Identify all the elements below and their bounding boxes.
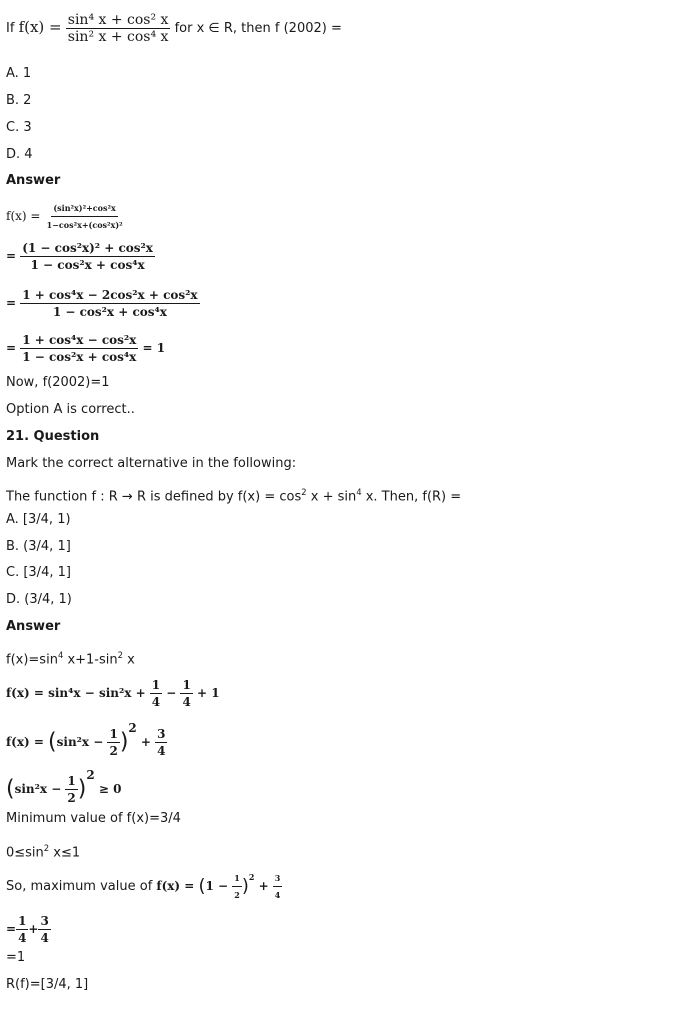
q21-max-inner: 1 −: [205, 879, 229, 893]
q21-max-line: [6, 869, 282, 903]
q20-stem: [6, 12, 342, 45]
q20-option-b: B. 2: [6, 93, 32, 108]
q20-option-d: D. 4: [6, 147, 33, 162]
q21-line1: [6, 647, 135, 668]
q21-line1-part: f(x)=sin: [6, 652, 58, 668]
q21-sum-fraction-num: 1: [18, 914, 27, 928]
q21-range-part: x≤1: [49, 845, 81, 861]
q21-line1-part: x+1-sin: [63, 652, 118, 668]
q20-step1-lhs: f(x) =: [6, 209, 41, 223]
q21-min-line: Minimum value of f(x)=3/4: [6, 811, 181, 826]
q21-eq2-half-num: 1: [109, 727, 118, 741]
q21-range-exponent: 2: [43, 843, 50, 853]
q20-fx-label: f(x) =: [18, 18, 62, 36]
q21-stem-exponent: 2: [301, 487, 307, 497]
q21-eq3: [6, 767, 121, 806]
q21-eq2-fraction: [155, 726, 167, 759]
q21-eq2-half: [107, 726, 119, 759]
q20-step3-denominator: 1 − cos²x + cos⁴x: [52, 305, 167, 319]
q21-line1-exponent: 4: [57, 650, 64, 660]
q21-eq2-lhs: f(x) =: [6, 735, 44, 749]
q21-eq1-lhs: f(x) = sin⁴x − sin²x +: [6, 686, 146, 700]
q20-step1: [6, 200, 125, 233]
q21-stem-part: The function f : R → R is defined by f(x) = cos: [6, 489, 302, 505]
q21-max-half-num: 1: [232, 870, 242, 887]
q20-step1-fraction: [45, 200, 125, 233]
q21-eq1-fraction-num: 1: [151, 678, 161, 692]
left-paren-glyph: (: [6, 776, 15, 802]
q21-max-half-den: 2: [234, 890, 240, 900]
q21-max-fraction-den: 4: [274, 890, 281, 900]
q20-step3-fraction: [20, 287, 199, 320]
q20-step3: [6, 287, 200, 320]
q21-sum-fraction: [38, 913, 50, 946]
q21-eq1-fraction-den: 4: [151, 695, 161, 709]
q21-eq1-minus: −: [166, 686, 177, 700]
q21-eq1-fraction-den: 4: [182, 695, 191, 709]
q21-sum-fraction-den: 4: [18, 931, 27, 945]
q20-answer-heading: Answer: [6, 173, 61, 188]
q21-max-prefix: So, maximum value of: [6, 879, 153, 894]
q21-line1-part: x: [123, 652, 135, 668]
right-paren-glyph: ): [241, 875, 249, 897]
q20-step1-numerator: (sin²x)²+cos²x: [51, 200, 117, 217]
q21-line1-exponent: 2: [117, 650, 123, 660]
q21-max-square: 2: [248, 872, 255, 882]
q21-eq2-fraction-den: 4: [157, 744, 166, 758]
left-paren-glyph: (: [198, 875, 206, 897]
q20-stem-suffix: for x ∈ R, then f (2002) =: [174, 21, 342, 36]
q21-sum-line: [6, 913, 51, 946]
q21-range-line: [6, 840, 80, 861]
q20-step2-denominator: 1 − cos²x + cos⁴x: [30, 258, 145, 272]
q21-option-a: A. [3/4, 1): [6, 512, 71, 527]
q20-step2-eq: =: [6, 249, 17, 263]
q20-stem-numerator: sin⁴ x + cos² x: [67, 12, 169, 28]
q21-eq3-half: [65, 773, 77, 806]
q21-range-part: 0≤sin: [6, 845, 44, 861]
q21-sum-eq: =: [6, 922, 17, 936]
q21-sum-fraction: [16, 913, 28, 946]
q21-max-plus: +: [258, 879, 269, 893]
q20-step2-numerator: (1 − cos²x)² + cos²x: [22, 241, 153, 255]
left-paren-glyph: (: [48, 729, 57, 755]
q21-eq1: [6, 677, 220, 710]
q21-eq2-square: 2: [128, 721, 137, 735]
q21-stem-part: x. Then, f(R) =: [361, 489, 462, 505]
q21-eq1-tail: + 1: [196, 686, 220, 700]
q21-eq3-half-den: 2: [67, 791, 76, 805]
q21-eq2-half-den: 2: [109, 744, 118, 758]
q21-stem: [6, 484, 461, 505]
q20-step2: [6, 240, 155, 273]
q20-option-c: C. 3: [6, 120, 32, 135]
q21-option-b: B. (3/4, 1]: [6, 539, 71, 554]
q20-step1-denominator: 1−cos²x+(cos²x)²: [46, 220, 123, 230]
q21-sum-plus: +: [28, 922, 39, 936]
q21-option-d: D. (3/4, 1): [6, 592, 72, 607]
q21-heading: 21. Question: [6, 429, 100, 444]
right-paren-glyph: ): [119, 729, 129, 755]
q21-stem-exponent: 4: [356, 487, 362, 497]
q21-answer-heading: Answer: [6, 619, 61, 634]
q20-step4-tail: = 1: [142, 341, 166, 355]
q21-eq3-square: 2: [86, 768, 95, 782]
q20-step4: [6, 332, 165, 365]
q21-sum-fraction-num: 3: [40, 914, 49, 928]
q20-step3-numerator: 1 + cos⁴x − 2cos²x + cos²x: [22, 288, 198, 302]
q21-eq2-inner: sin²x −: [56, 735, 104, 749]
q21-result: R(f)=[3/4, 1]: [6, 977, 89, 992]
q21-eq2: [6, 720, 167, 759]
q21-eq-one: =1: [6, 950, 26, 965]
q21-eq3-tail: ≥ 0: [98, 782, 122, 796]
q21-eq3-inner: sin²x −: [14, 782, 62, 796]
right-paren-glyph: ): [77, 776, 87, 802]
q20-step3-eq: =: [6, 296, 17, 310]
q20-step4-fraction: [20, 332, 138, 365]
q21-eq1-fraction: [180, 677, 192, 710]
q21-max-lhs: f(x) =: [156, 879, 195, 893]
q21-eq2-fraction-num: 3: [157, 727, 166, 741]
q21-stem-part: x + sin: [306, 489, 357, 505]
q20-stem-fraction: [66, 12, 171, 45]
q21-max-fraction: [273, 870, 283, 903]
q21-eq1-fraction: [150, 677, 162, 710]
q20-stem-denominator: sin² x + cos⁴ x: [67, 29, 169, 45]
q20-step2-fraction: [20, 240, 155, 273]
q21-eq1-fraction-num: 1: [182, 678, 191, 692]
q20-stem-prefix: If: [6, 21, 15, 36]
q20-option-a: A. 1: [6, 66, 32, 81]
q21-instruction: Mark the correct alternative in the following:: [6, 456, 297, 471]
q21-max-fraction-num: 3: [273, 870, 283, 887]
q21-sum-fraction-den: 4: [40, 931, 49, 945]
q20-step4-eq: =: [6, 341, 17, 355]
q20-now-line: Now, f(2002)=1: [6, 375, 110, 390]
q21-eq3-half-num: 1: [67, 774, 76, 788]
q21-eq2-plus: +: [140, 735, 151, 749]
q20-step4-denominator: 1 − cos²x + cos⁴x: [22, 350, 137, 364]
q20-conclusion: Option A is correct..: [6, 402, 135, 417]
q21-option-c: C. [3/4, 1]: [6, 565, 71, 580]
q21-max-half: [232, 870, 242, 903]
q20-step4-numerator: 1 + cos⁴x − cos²x: [22, 333, 137, 347]
